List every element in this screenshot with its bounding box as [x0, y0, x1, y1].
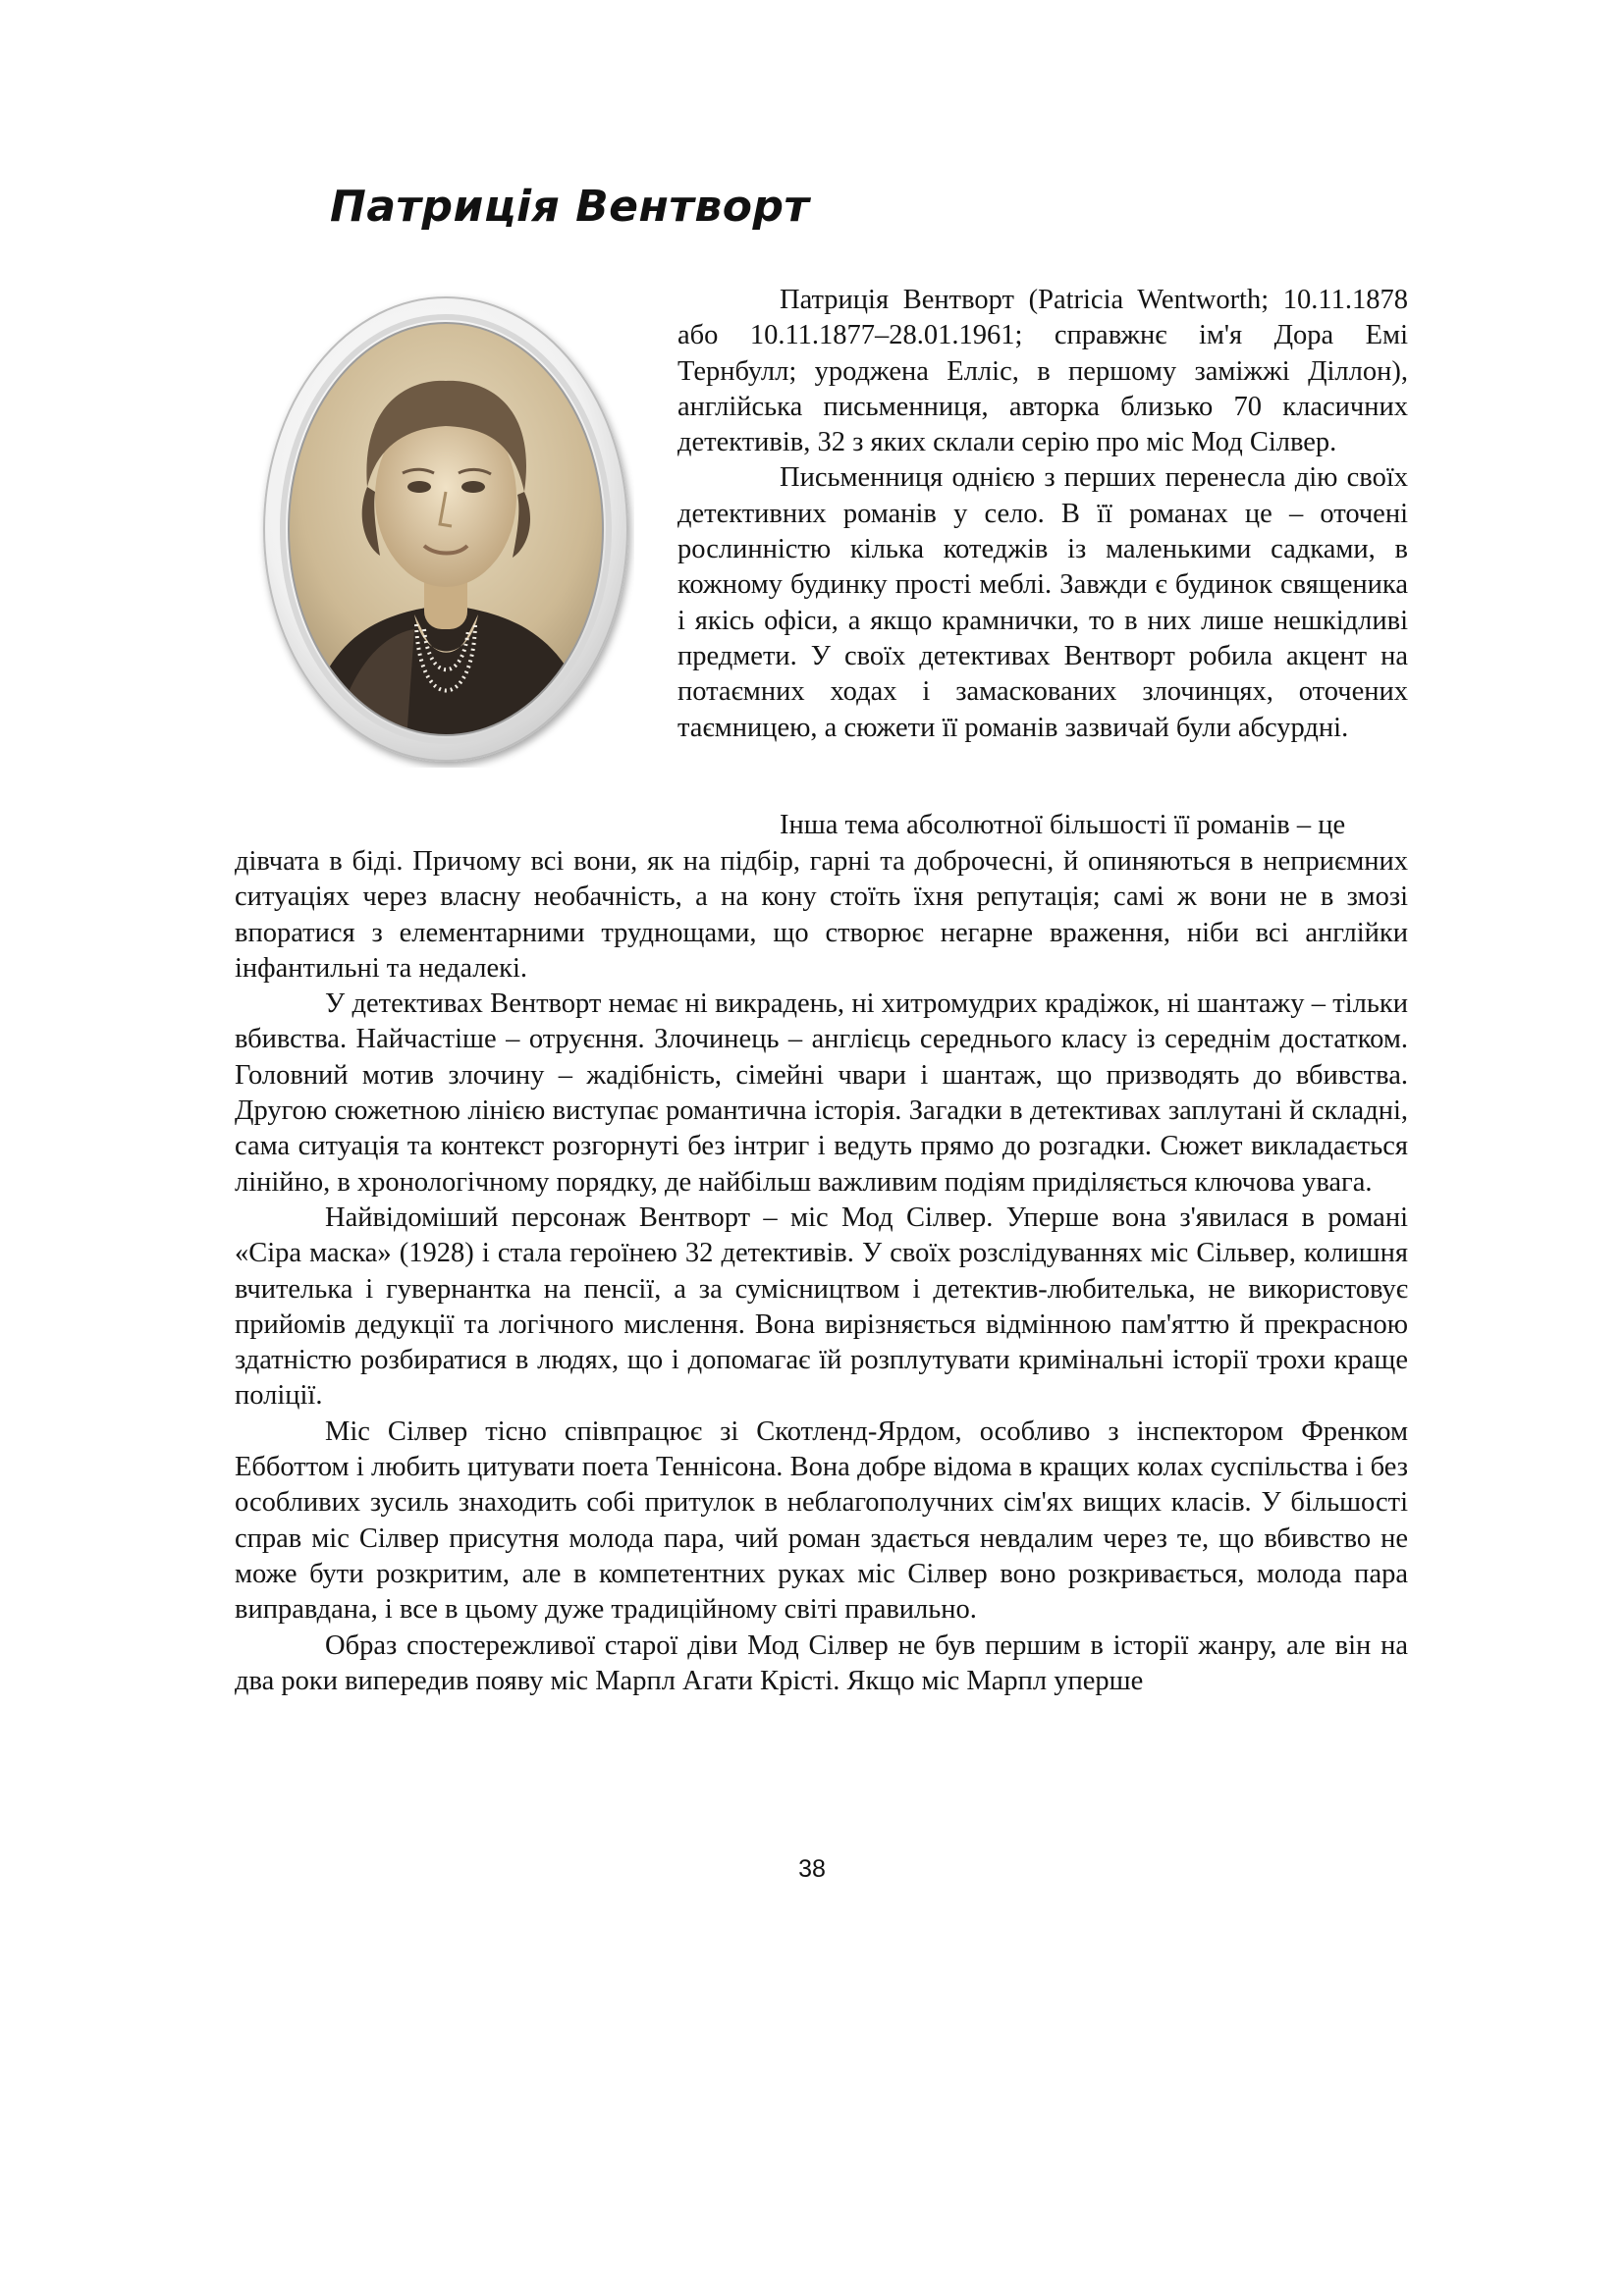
page-title: Патриція Вентворт — [330, 182, 810, 232]
portrait-photo-icon — [257, 291, 634, 768]
paragraph-7: Образ спостережливої старої діви Мод Сілвер не був першим в історії жанру, але він на два роки випередив появу міс Марпл Агати Крісті. Якщо міс Марпл уперше — [235, 1629, 1408, 1696]
page-number: 38 — [798, 1855, 826, 1883]
paragraph-3-start: Інша тема абсолютної більшості її романів – це — [780, 810, 1346, 840]
portrait-image — [257, 291, 634, 768]
paragraph-5: Найвідоміший персонаж Вентворт – міс Мод Сілвер. Уперше вона з'явилася в романі «Сіра маска» (1928) і стала героїнею 32 детективів. У своїх розслідуваннях міс Сільвер, колишня вчителька і гувернантка на пенсії, а за сумісництвом і детектив-любителька, не використовує прийомів дедукції та логічного мислення. Вона вирізняється відмінною пам'яттю й прекрасною здатністю розбиратися в людях, що і допомагає їй розплутувати кримінальні історії трохи краще поліції. — [235, 1201, 1408, 1412]
paragraph-4: У детективах Вентворт немає ні викрадень, ні хитромудрих крадіжок, ні шантажу – тільки вбивства. Найчастіше – отруєння. Злочинець – англієць середнього класу із середнім достатком. Головний мотив злочину – жадібність, сімейні чвари і шантаж, що призводять до вбивства. Другою сюжетною лінією виступає романтична історія. Загадки в детективах заплутані й складні, сама ситуація та контекст розгорнуті без інтриг і ведуть прямо до розгадки. Сюжет викладається лінійно, в хронологічному порядку, де найбільш важливим подіям приділяється ключова увага. — [235, 988, 1408, 1198]
paragraph-3-continued: дівчата в біді. Причому всі вони, як на підбір, гарні та доброчесні, й опиняються в неприємних ситуаціях через власну необачність, а на кону стоїть їхня репутація; самі ж вони не в змозі впоратися з елементарними труднощами, що створює негарне враження, ніби всі англійки інфантильні та недалекі. — [235, 846, 1408, 984]
paragraph-6: Міс Сілвер тісно співпрацює зі Скотленд-Ярдом, особливо з інспектором Френком Ебботтом і любить цитувати поета Теннісона. Вона добре відома в кращих колах суспільства і без особливих зусиль знаходить собі притулок в неблагополучних сім'ях вищих класів. У більшості справ міс Сілвер присутня молода пара, чий роман здається невдалим через те, що вбивство не може бути розкритим, але в компетентних руках міс Сілвер воно розкривається, молода пара виправдана, і все в цьому дуже традиційному світі правильно. — [235, 1415, 1408, 1626]
paragraph-1: Патриція Вентворт (Patricia Wentworth; 10.11.1878 або 10.11.1877–28.01.1961; справжнє ім'я Дора Емі Тернбулл; уроджена Елліс, в першому заміжжі Діллон), англійська письменниця, авторка близько 70 класичних детективів, 32 з яких склали серію про міс Мод Сілвер. — [677, 285, 1408, 458]
intro-column — [677, 283, 1408, 746]
paragraph-2: Письменниця однією з перших перенесла дію своїх детективних романів у село. В її романах це – оточені рослинністю кілька котеджів із маленькими садками, в кожному будинку прості меблі. Завжди є будинок священика і якісь офіси, а якщо крамнички, то в них лише нешкідливі предмети. У своїх детективах Вентворт робила акцент на потаємних ходах і замаскованих злочинцях, оточених таємницею, а сюжети її романів зазвичай були абсурдні. — [677, 462, 1408, 743]
body-column — [235, 844, 1408, 1699]
